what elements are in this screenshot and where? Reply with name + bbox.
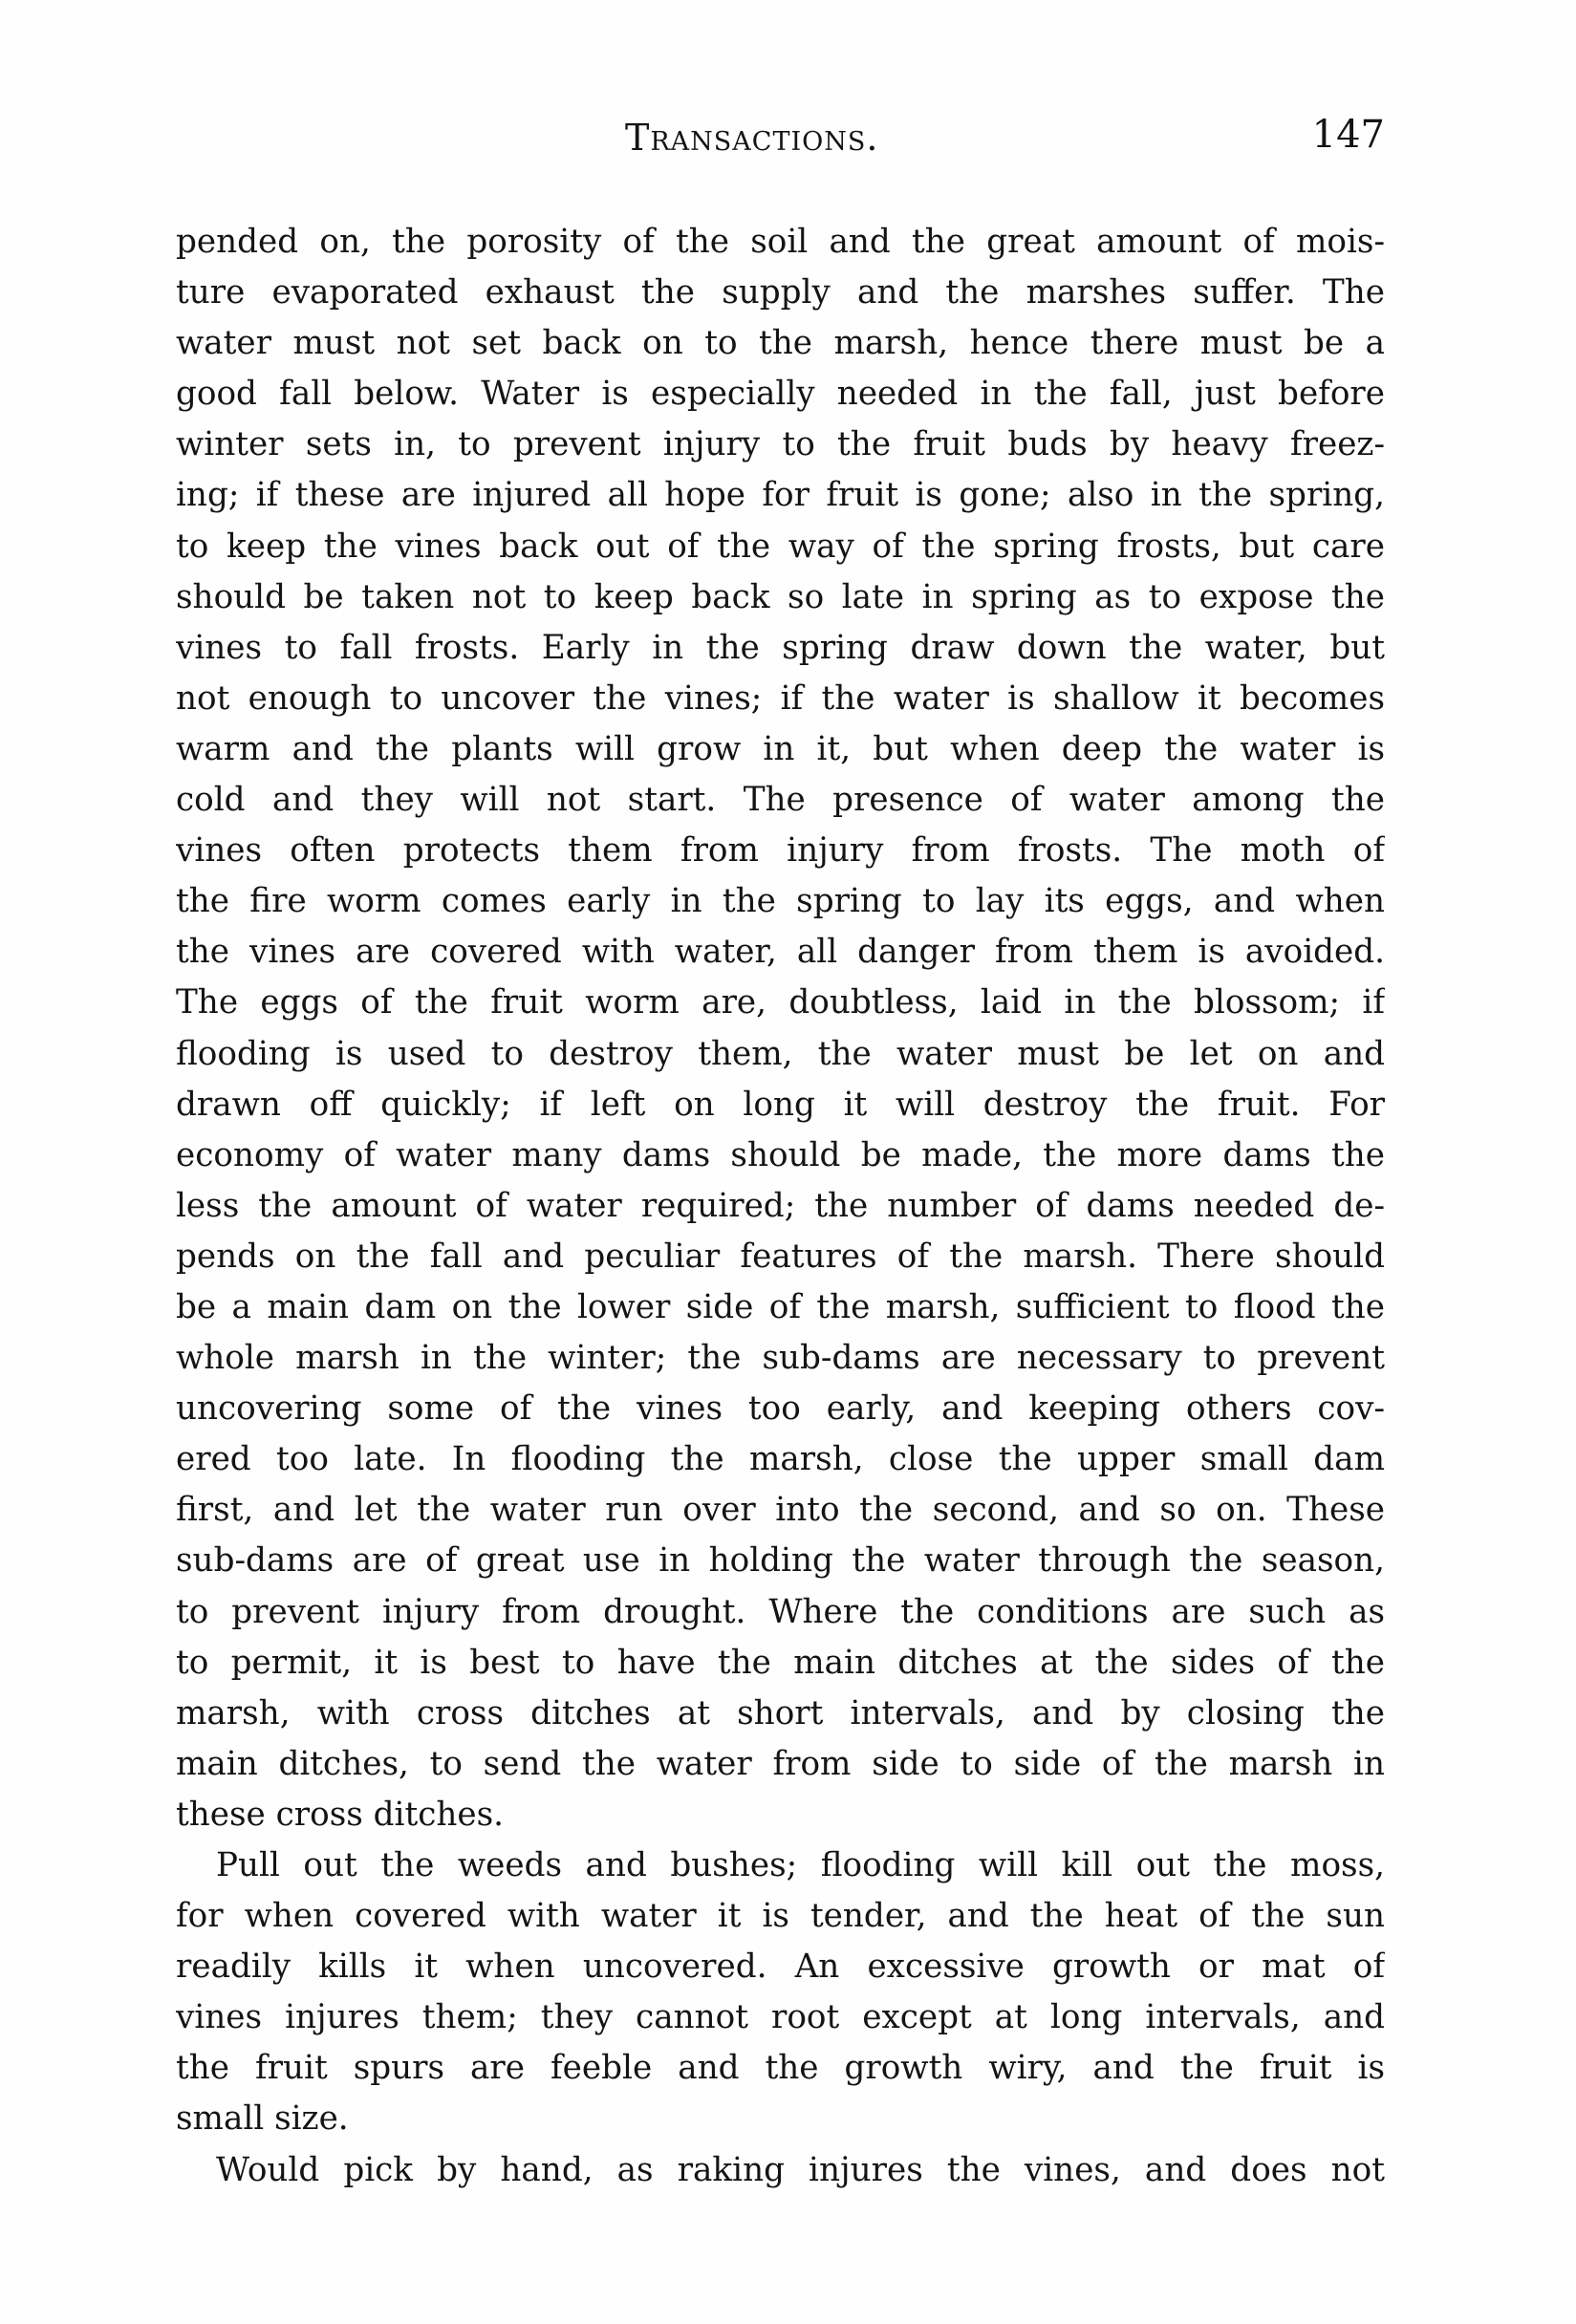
text-line: to prevent injury from drought. Where the conditions are such as bbox=[176, 1592, 1385, 1631]
text-line: whole marsh in the winter; the sub-dams are necessary to prevent bbox=[176, 1339, 1385, 1378]
text-line: first, and let the water run over into the second, and so on. These bbox=[176, 1491, 1385, 1530]
text-line: the fire worm comes early in the spring to lay its eggs, and when bbox=[176, 882, 1385, 921]
text-line: be a main dam on the lower side of the marsh, sufficient to flood the bbox=[176, 1287, 1385, 1326]
text-line: these cross ditches. bbox=[176, 1795, 505, 1834]
running-head: Transactions. bbox=[625, 117, 879, 159]
text-line: economy of water many dams should be made, the more dams the bbox=[176, 1135, 1385, 1174]
text-line: vines to fall frosts. Early in the spring draw down the water, but bbox=[176, 628, 1385, 667]
text-line: good fall below. Water is especially needed in the fall, just before bbox=[176, 375, 1385, 414]
text-line: less the amount of water required; the number of dams needed de- bbox=[176, 1186, 1385, 1225]
text-line: small size. bbox=[176, 2099, 349, 2139]
text-line: cold and they will not start. The presence of water among the bbox=[176, 781, 1385, 820]
page-header bbox=[176, 113, 1385, 170]
text-line: flooding is used to destroy them, the water must be let on and bbox=[176, 1034, 1385, 1073]
text-line: The eggs of the fruit worm are, doubtless, laid in the blossom; if bbox=[176, 983, 1385, 1022]
text-line: pended on, the porosity of the soil and the great amount of mois- bbox=[176, 223, 1385, 261]
text-line: ture evaporated exhaust the supply and the marshes suffer. The bbox=[176, 273, 1385, 312]
page-number: 147 bbox=[1311, 113, 1385, 157]
text-line: Pull out the weeds and bushes; flooding will kill out the moss, bbox=[216, 1846, 1385, 1884]
text-line: uncovering some of the vines too early, and keeping others cov- bbox=[176, 1389, 1385, 1429]
text-line: readily kills it when uncovered. An excessive growth or mat of bbox=[176, 1947, 1385, 1987]
text-line: to keep the vines back out of the way of the spring frosts, but care bbox=[176, 527, 1385, 566]
body-text bbox=[176, 217, 1385, 2196]
text-line: warm and the plants will grow in it, but when deep the water is bbox=[176, 729, 1385, 768]
text-line: the fruit spurs are feeble and the growth wiry, and the fruit is bbox=[176, 2049, 1385, 2088]
text-line: to permit, it is best to have the main ditches at the sides of the bbox=[176, 1643, 1385, 1682]
text-line: not enough to uncover the vines; if the water is shallow it becomes bbox=[176, 678, 1385, 718]
text-line: vines injures them; they cannot root except at long intervals, and bbox=[176, 1998, 1385, 2037]
text-line: for when covered with water it is tender, and the heat of the sun bbox=[176, 1897, 1385, 1936]
text-line: should be taken not to keep back so late in spring as to expose the bbox=[176, 577, 1385, 616]
text-line: sub-dams are of great use in holding the water through the season, bbox=[176, 1541, 1385, 1581]
text-line: water must not set back on to the marsh, hence there must be a bbox=[176, 324, 1385, 363]
text-line: pends on the fall and peculiar features of the marsh. There should bbox=[176, 1237, 1385, 1276]
text-line: vines often protects them from injury from frosts. The moth of bbox=[176, 831, 1385, 871]
text-line: winter sets in, to prevent injury to the fruit buds by heavy freez- bbox=[176, 425, 1385, 464]
text-line: marsh, with cross ditches at short intervals, and by closing the bbox=[176, 1693, 1385, 1732]
text-line: the vines are covered with water, all danger from them is avoided. bbox=[176, 933, 1385, 972]
text-line: main ditches, to send the water from side to side of the marsh in bbox=[176, 1744, 1385, 1783]
text-line: drawn off quickly; if left on long it will destroy the fruit. For bbox=[176, 1085, 1385, 1124]
text-line: Would pick by hand, as raking injures the vines, and does not bbox=[216, 2150, 1385, 2189]
text-line: ing; if these are injured all hope for fruit is gone; also in the spring, bbox=[176, 476, 1385, 515]
text-line: ered too late. In flooding the marsh, close the upper small dam bbox=[176, 1440, 1385, 1479]
